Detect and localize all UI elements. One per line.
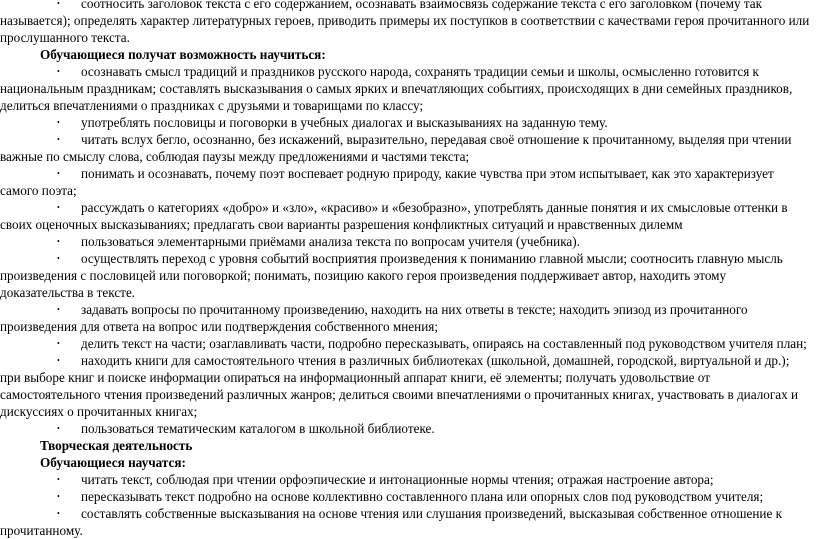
list-item-text: пересказывать текст подробно на основе коллективно составленного плана или опорных слов под руководством учителя; bbox=[81, 489, 764, 504]
bullet-icon: • bbox=[57, 424, 60, 433]
list-item bbox=[0, 114, 812, 131]
list-item bbox=[0, 233, 812, 250]
bullet-icon: • bbox=[57, 254, 60, 263]
list-item-text: находить книги для самостоятельного чтения в различных библиотеках (школьной, домашней, городской, виртуальной и др.); при выборе книг и поиске информации опираться на информационный аппарат книги, её элементы; получать удовольствие от самостоятельного чтения произведений различных жанров; делиться своими впечатлениями о прочитанных книгах, участвовать в диалогах и дискуссиях о прочитанных книгах; bbox=[0, 353, 799, 419]
bullet-icon: • bbox=[57, 509, 60, 518]
bullet-icon: • bbox=[57, 475, 60, 484]
bullet-icon: • bbox=[57, 135, 60, 144]
list-item bbox=[0, 420, 812, 437]
list-item bbox=[0, 165, 812, 199]
list-item bbox=[0, 335, 812, 352]
bullet-icon: • bbox=[57, 237, 60, 246]
list-item-text: задавать вопросы по прочитанному произведению, находить на них ответы в тексте; находить эпизод из прочитанного произведения для ответа на вопрос или подтверждения собственного мнения; bbox=[0, 302, 748, 334]
list-item-text: пользоваться элементарными приёмами анализа текста по вопросам учителя (учебника). bbox=[81, 234, 580, 249]
bullet-icon: • bbox=[57, 0, 60, 8]
list-item-text: читать текст, соблюдая при чтении орфоэпические и интонационные нормы чтения; отражая настроение автора; bbox=[81, 472, 714, 487]
list-item bbox=[0, 352, 812, 420]
list-item-text: понимать и осознавать, почему поэт воспевает родную природу, какие чувства при этом испытывает, как это характеризует самого поэта; bbox=[0, 166, 774, 198]
bullet-icon: • bbox=[57, 118, 60, 127]
list-item bbox=[0, 488, 812, 505]
list-item-text: составлять собственные высказывания на основе чтения или слушания произведений, высказывая собственное отношение к прочитанному. bbox=[0, 506, 783, 538]
section-subheading: Обучающиеся научатся: bbox=[40, 455, 186, 470]
bullet-icon: • bbox=[57, 492, 60, 501]
list-item bbox=[0, 505, 812, 539]
list-item bbox=[0, 250, 812, 301]
list-item bbox=[0, 471, 812, 488]
bullet-icon: • bbox=[57, 203, 60, 212]
bullet-icon: • bbox=[57, 339, 60, 348]
list-item-text: читать вслух бегло, осознанно, без искажений, выразительно, передавая своё отношение к прочитанному, выделяя при чтении важные по смыслу слова, соблюдая паузы между предложениями и частями текста; bbox=[0, 132, 792, 164]
list-item bbox=[0, 63, 812, 114]
list-item bbox=[0, 199, 812, 233]
section-heading: Творческая деятельность bbox=[40, 438, 193, 453]
section-heading: Обучающиеся получат возможность научиться: bbox=[40, 47, 326, 62]
list-item bbox=[0, 0, 812, 46]
bullet-icon: • bbox=[57, 67, 60, 76]
bullet-icon: • bbox=[57, 305, 60, 314]
list-item-text: рассуждать о категориях «добро» и «зло», «красиво» и «безобразно», употреблять данные понятия и их смысловые оттенки в своих оценочных высказываниях; предлагать свои варианты разрешения конфликтных ситуаций и нравственных дилемм bbox=[0, 200, 788, 232]
list-item-text: осуществлять переход с уровня событий восприятия произведения к пониманию главной мысли; соотносить главную мысль произведения с пословицей или поговоркой; понимать, позицию какого героя произведения поддерживает автор, находить этому доказательства в тексте. bbox=[0, 251, 783, 300]
list-item-text: делить текст на части; озаглавливать части, подробно пересказывать, опираясь на составленный под руководством учителя план; bbox=[81, 336, 807, 351]
bullet-icon: • bbox=[57, 169, 60, 178]
list-item bbox=[0, 131, 812, 165]
list-item-text: соотносить заголовок текста с его содержанием, осознавать взаимосвязь содержание текста с его заголовком (почему так называется); определять характер литературных героев, приводить примеры их поступков в соответствии с качествами героя прочитанного или прослушанного текста. bbox=[0, 0, 810, 45]
list-item-text: осознавать смысл традиций и праздников русского народа, сохранять традиции семьи и школы, осмысленно готовится к национальным праздникам; составлять высказывания о самых ярких и впечатляющих событиях, происходящих в дни семейных праздников, делиться впечатлениями о праздниках с друзьями и товарищами по классу; bbox=[0, 64, 793, 113]
bullet-icon: • bbox=[57, 356, 60, 365]
list-item bbox=[0, 301, 812, 335]
list-item-text: употреблять пословицы и поговорки в учебных диалогах и высказываниях на заданную тему. bbox=[81, 115, 608, 130]
list-item-text: пользоваться тематическим каталогом в школьной библиотеке. bbox=[81, 421, 435, 436]
